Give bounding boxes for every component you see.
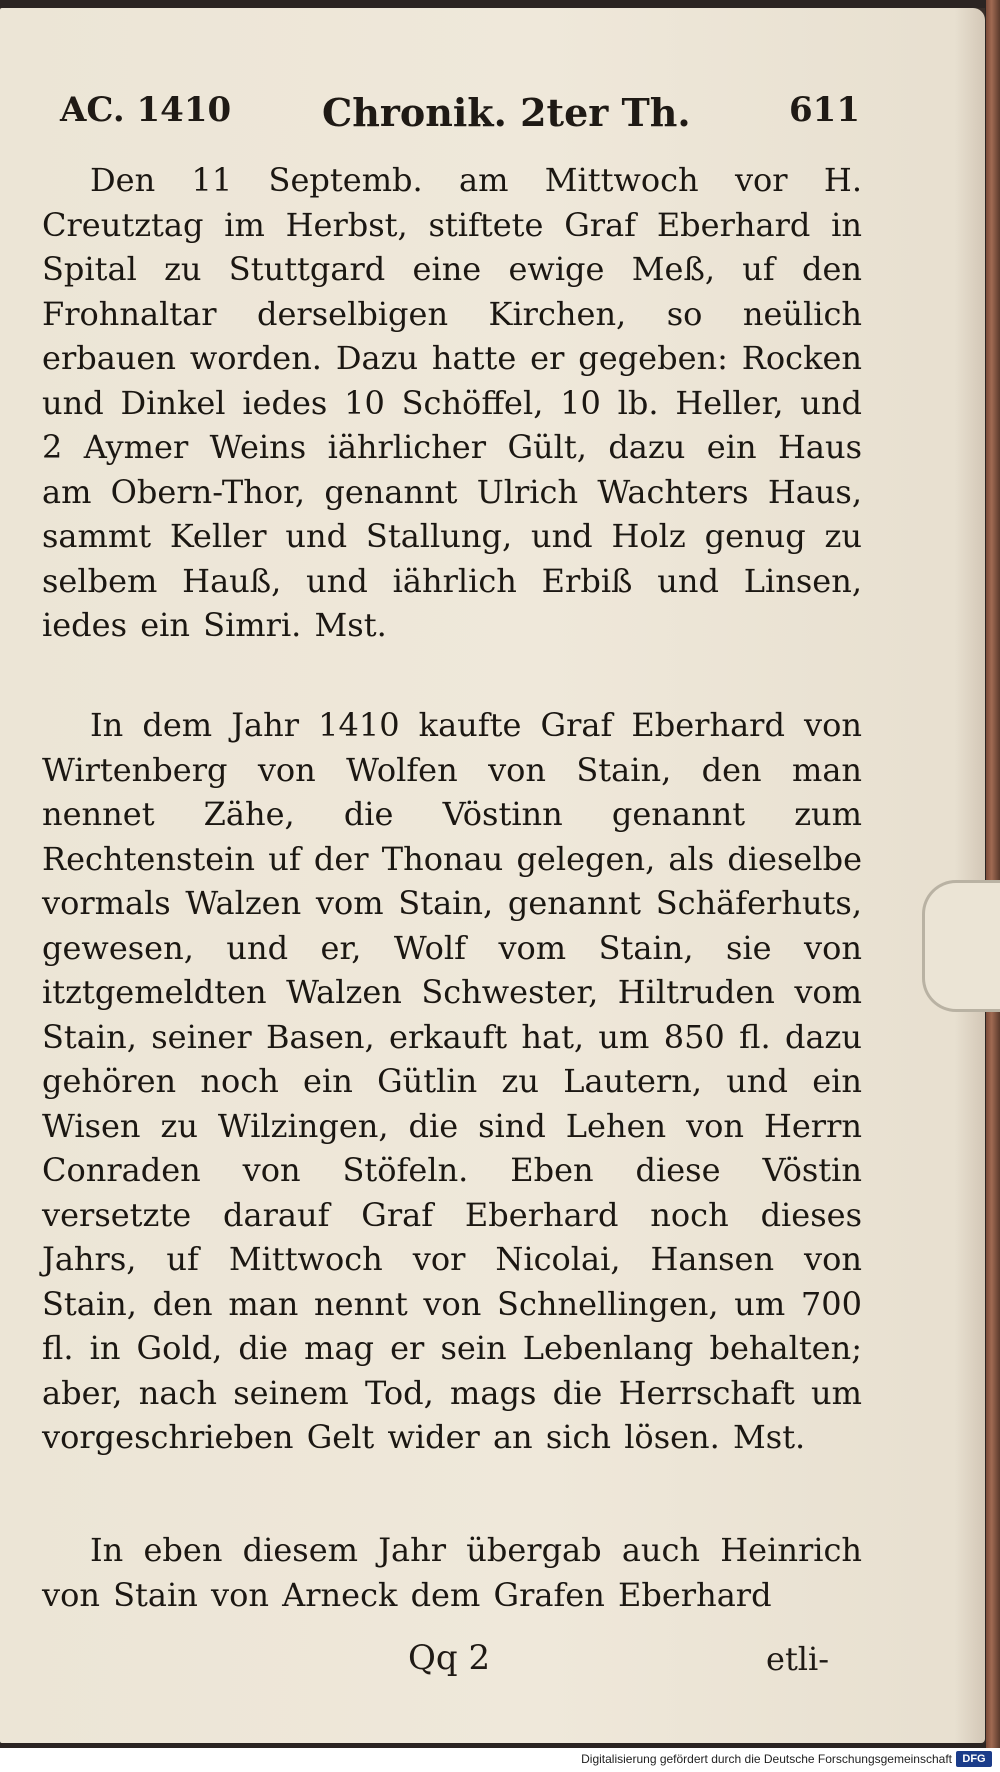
book-page bbox=[0, 8, 985, 1743]
catchword: etli- bbox=[766, 1640, 830, 1678]
paragraph-2: In dem Jahr 1410 kaufte Graf Eberhard von Wirtenberg von Wolfen von Stain, den man nennet Zähe, die Vöstinn genannt zum Rechtenstein uf der Thonau gelegen, als dieselbe vormals Walzen vom Stain, genannt Schäferhuts, gewesen, und er, Wolf vom Stain, sie von itztgemeldten Walzen Schwester, Hiltruden vom Stain, seiner Basen, erkauft hat, um 850 fl. dazu gehören noch ein Gütlin zu Lautern, und ein Wisen zu Wilzingen, die sind Lehen von Herrn Conraden von Stöfeln. Eben diese Vöstin versetzte darauf Graf Eberhard noch dieses Jahrs, uf Mittwoch vor Nicolai, Hansen von Stain, den man nennt von Schnellingen, um 700 fl. in Gold, die mag er sein Lebenlang behalten; aber, nach seinem Tod, mags die Herrschaft um vorgeschrieben Gelt wider an sich lösen. Mst. bbox=[42, 706, 862, 1456]
header-title: Chronik. 2ter Th. bbox=[322, 90, 691, 135]
paragraph-1: Den 11 Septemb. am Mittwoch vor H. Creutztag im Herbst, stiftete Graf Eberhard in Spital zu Stuttgard eine ewige Meß, uf den Frohnaltar derselbigen Kirchen, so neülich erbauen worden. Dazu hatte er gegeben: Rocken und Dinkel iedes 10 Schöffel, 10 lb. Heller, und 2 Aymer Weins iährlicher Gült, dazu ein Haus am Obern-Thor, genannt Ulrich Wachters Haus, sammt Keller und Stallung, und Holz genug zu selbem Hauß, und iährlich Erbiß und Linsen, iedes ein Simri. Mst. bbox=[42, 161, 862, 644]
page-shading bbox=[955, 8, 985, 1743]
dfg-logo: DFG bbox=[956, 1751, 992, 1767]
page-number: 611 bbox=[789, 90, 860, 130]
page-tab-marker bbox=[922, 880, 1000, 1012]
paragraph-3: In eben diesem Jahr übergab auch Heinrich von Stain von Arneck dem Grafen Eberhard bbox=[42, 1531, 862, 1614]
running-header bbox=[60, 90, 860, 150]
signature-mark: Qq 2 bbox=[408, 1638, 491, 1678]
footer-bar bbox=[0, 1748, 1000, 1772]
header-year: AC. 1410 bbox=[60, 90, 232, 130]
funding-note: Digitalisierung gefördert durch die Deutsche Forschungsgemeinschaft bbox=[581, 1752, 952, 1766]
